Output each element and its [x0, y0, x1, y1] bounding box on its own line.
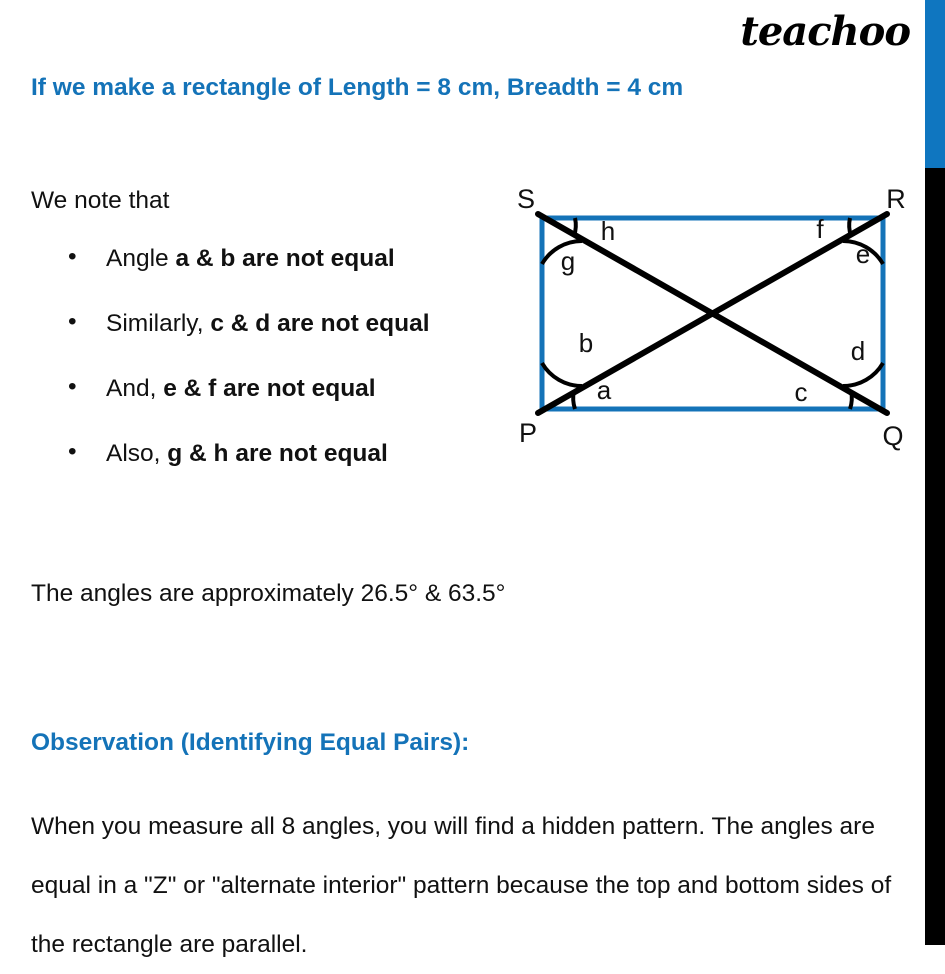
- angle-label-d: d: [850, 336, 866, 366]
- vertex-label-Q: Q: [882, 421, 904, 451]
- vertex-label-S: S: [516, 184, 536, 214]
- angle-label-e: e: [855, 239, 871, 269]
- bullet-marker-icon: •: [68, 308, 77, 335]
- bullet-text-bold: a & b are not equal: [175, 245, 395, 272]
- angle-label-b: b: [578, 328, 594, 358]
- right-edge-blue-bar: [925, 0, 945, 168]
- bullet-marker-icon: •: [68, 243, 77, 270]
- list-item: [54, 375, 514, 440]
- bullet-text-plain: Angle: [106, 245, 176, 272]
- observation-heading: Observation (Identifying Equal Pairs):: [31, 729, 470, 757]
- bullet-text-plain: Also,: [106, 440, 168, 467]
- angle-label-h: h: [600, 216, 616, 246]
- angle-arc-b: [542, 363, 582, 386]
- angle-label-a: a: [596, 375, 612, 405]
- observation-bullet-list: [54, 245, 514, 505]
- angle-arc-d: [843, 363, 883, 386]
- list-item: [54, 245, 514, 310]
- angle-label-c: c: [794, 377, 808, 407]
- bullet-marker-icon: •: [68, 373, 77, 400]
- list-item: [54, 310, 514, 375]
- list-item: [54, 440, 514, 505]
- bullet-text-plain: Similarly,: [106, 310, 211, 337]
- approximate-angles-text: The angles are approximately 26.5° & 63.5°: [31, 580, 506, 607]
- vertex-label-P: P: [518, 418, 538, 448]
- bullet-text-bold: g & h are not equal: [167, 440, 388, 467]
- angle-label-g: g: [560, 246, 576, 276]
- angle-label-f: f: [816, 214, 824, 244]
- vertex-label-R: R: [886, 184, 906, 214]
- angle-arc-c: [850, 391, 852, 409]
- bullet-text-bold: c & d are not equal: [210, 310, 430, 337]
- bullet-marker-icon: •: [68, 438, 77, 465]
- angle-arc-a: [573, 391, 575, 409]
- intro-text: We note that: [31, 187, 170, 214]
- explanation-paragraph: When you measure all 8 angles, you will find a hidden pattern. The angles are equal in a "Z" or "alternate interior" pattern because the top and bottom sides of the rectangle are parallel.: [31, 812, 892, 958]
- right-edge-black-bar: [925, 168, 945, 945]
- angle-arc-f: [849, 218, 851, 236]
- angle-arc-h: [574, 218, 576, 236]
- teachoo-logo: teachoo: [740, 8, 910, 55]
- bullet-text-plain: And,: [106, 375, 164, 402]
- bullet-text-bold: e & f are not equal: [163, 375, 376, 402]
- rectangle-diagram: [500, 180, 920, 460]
- page-title: If we make a rectangle of Length = 8 cm, Breadth = 4 cm: [31, 74, 684, 102]
